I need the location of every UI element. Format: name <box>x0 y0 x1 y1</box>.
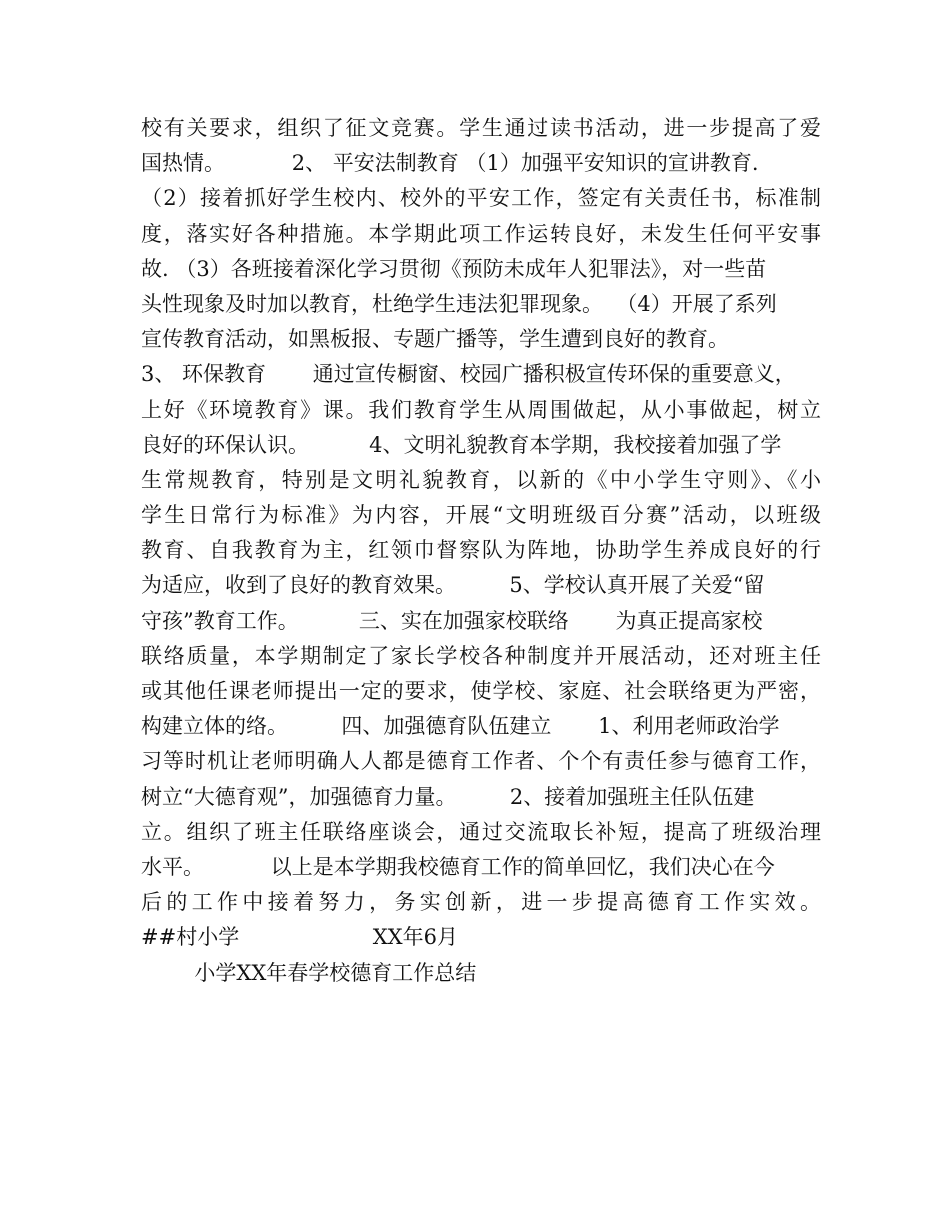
text-line: 后的工作中接着努力，务实创新，进一步提高德育工作实效。 <box>141 890 821 915</box>
text-line: 3、 环保教育 通过宣传橱窗、校园广播积极宣传环保的重要意义， <box>141 362 796 387</box>
text-line: 头性现象及时加以教育，杜绝学生违法犯罪现象。 （4）开展了系列 <box>141 291 777 316</box>
text-line: 良好的环保认识。 4、文明礼貌教育本学期，我校接着加强了学 <box>141 432 782 457</box>
text-line: 守孩”教育工作。 三、实在加强家校联络 为真正提高家校 <box>141 608 763 633</box>
text-line: 度，落实好各种措施。本学期此项工作运转良好，未发生任何平安事 <box>141 221 821 246</box>
text-line: 上好《环境教育》课。我们教育学生从周围做起，从小事做起，树立 <box>141 397 821 422</box>
document-body <box>141 111 821 991</box>
text-line: 树立“大德育观”，加强德育力量。 2、接着加强班主任队伍建 <box>141 784 755 809</box>
text-line: 立。组织了班主任联络座谈会，通过交流取长补短，提高了班级治理 <box>141 819 821 844</box>
text-line: 习等时机让老师明确人人都是德育工作者、个个有责任参与德育工作， <box>141 749 821 774</box>
text-line: 构建立体的络。 四、加强德育队伍建立 1、利用老师政治学 <box>141 714 780 739</box>
text-line: （2）接着抓好学生校内、校外的平安工作，签定有关责任书，标准制 <box>141 186 821 211</box>
text-line: 校有关要求，组织了征文竞赛。学生通过读书活动，进一步提高了爱 <box>141 116 821 140</box>
text-line: 教育、自我教育为主，红领巾督察队为阵地，协助学生养成良好的行 <box>141 538 821 563</box>
text-line: 生常规教育，特别是文明礼貌教育，以新的《中小学生守则》、《小 <box>141 467 821 492</box>
text-line: 国热情。 2、 平安法制教育 （1）加强平安知识的宣讲教育. <box>141 151 759 176</box>
text-line: 水平。 以上是本学期我校德育工作的简单回忆，我们决心在今 <box>141 854 775 879</box>
text-line: 学生日常行为标准》为内容，开展“文明班级百分赛”活动，以班级 <box>141 503 821 528</box>
text-line: 联络质量，本学期制定了家长学校各种制度并开展活动，还对班主任 <box>141 643 821 668</box>
text-line: 为适应，收到了良好的教育效果。 5、学校认真开展了关爱“留 <box>141 573 765 598</box>
text-line: 或其他任课老师提出一定的要求，使学校、家庭、社会联络更为严密， <box>141 679 821 703</box>
text-line: 宣传教育活动，如黑板报、专题广播等，学生遭到良好的教育。 <box>141 327 729 352</box>
signature-line: ##村小学 XX年6月 <box>141 925 458 950</box>
text-line: 故. （3）各班接着深化学习贯彻《预防未成年人犯罪法》，对一些苗 <box>141 256 767 281</box>
document-title-footer: 小学XX年春学校德育工作总结 <box>141 960 477 985</box>
